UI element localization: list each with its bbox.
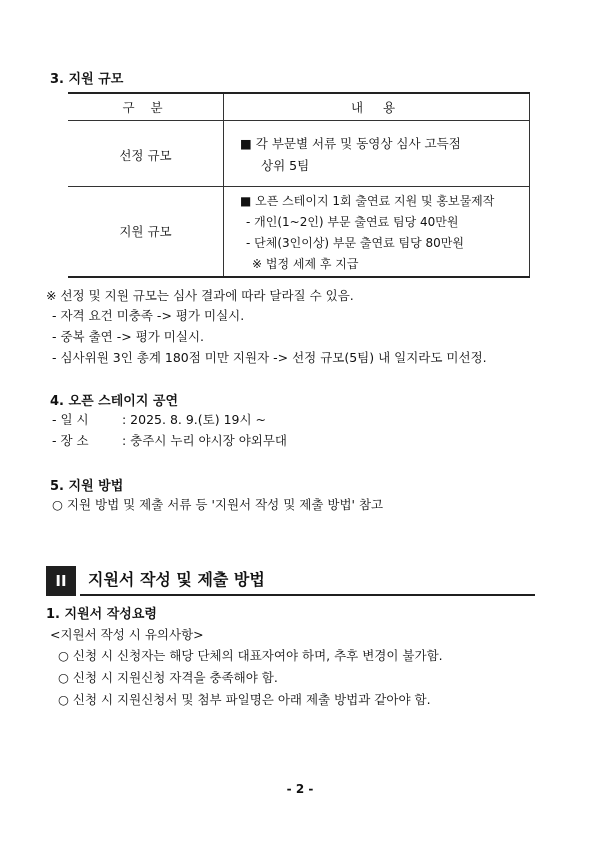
caution-caption: <지원서 작성 시 유의사항> <box>50 627 204 642</box>
note-item: - 자격 요건 미충족 -> 평가 미실시. <box>52 308 245 323</box>
place-label: - 장 소 <box>52 433 89 448</box>
table-header-category: 구 분 <box>122 100 169 115</box>
table-header-divider <box>68 120 530 121</box>
section-underline <box>80 594 535 596</box>
table-row-content-line: 상위 5팀 <box>261 158 310 173</box>
table-row-label: 선정 규모 <box>119 148 172 163</box>
section-title: 지원서 작성 및 제출 방법 <box>88 570 265 589</box>
note-item: - 심사위원 3인 총계 180점 미만 지원자 -> 선정 규모(5팀) 내 일지라도 미선정. <box>52 350 487 365</box>
section-3-heading: 3. 지원 규모 <box>50 72 124 87</box>
table-row-content-line: ■ 각 부문별 서류 및 동영상 심사 고득점 <box>240 136 461 151</box>
page-number: - 2 - <box>286 782 314 796</box>
section-5-heading: 5. 지원 방법 <box>50 479 124 494</box>
table-row-content-line: - 개인(1~2인) 부문 출연료 팀당 40만원 <box>246 215 459 229</box>
table-row-content-line: - 단체(3인이상) 부문 출연료 팀당 80만원 <box>246 236 464 250</box>
square-bullet-icon: ■ <box>240 194 252 208</box>
table-row-label: 지원 규모 <box>119 224 172 239</box>
support-scale-table <box>68 92 530 278</box>
note-item: - 중복 출연 -> 평가 미실시. <box>52 329 205 344</box>
table-right-border <box>529 94 530 276</box>
datetime-value: : 2025. 8. 9.(토) 19시 ~ <box>122 412 266 427</box>
section-number: II <box>55 572 67 590</box>
caution-item: ○ 신청 시 신청자는 해당 단체의 대표자여야 하며, 추후 변경이 불가함. <box>58 648 443 663</box>
section-4-heading: 4. 오픈 스테이지 공연 <box>50 394 179 409</box>
table-header-content: 내 용 <box>350 100 404 115</box>
support-method-item: ○ 지원 방법 및 제출 서류 등 '지원서 작성 및 제출 방법' 참고 <box>52 497 384 512</box>
table-column-divider <box>223 94 224 276</box>
subsection-1-heading: 1. 지원서 작성요령 <box>46 607 157 622</box>
table-row-divider <box>68 186 530 187</box>
selection-note: ※ 선정 및 지원 규모는 심사 결과에 따라 달라질 수 있음. <box>46 288 354 303</box>
square-bullet-icon: ■ <box>240 136 252 151</box>
table-row-content-line: ■ 오픈 스테이지 1회 출연료 지원 및 홍보물제작 <box>240 194 495 208</box>
place-value: : 충주시 누리 야시장 야외무대 <box>122 433 288 448</box>
caution-item: ○ 신청 시 지원신청서 및 첨부 파일명은 아래 제출 방법과 같아야 함. <box>58 692 431 707</box>
table-row-content-line: ※ 법정 세제 후 지급 <box>252 257 359 271</box>
caution-item: ○ 신청 시 지원신청 자격을 충족해야 함. <box>58 670 278 685</box>
datetime-label: - 일 시 <box>52 412 89 427</box>
